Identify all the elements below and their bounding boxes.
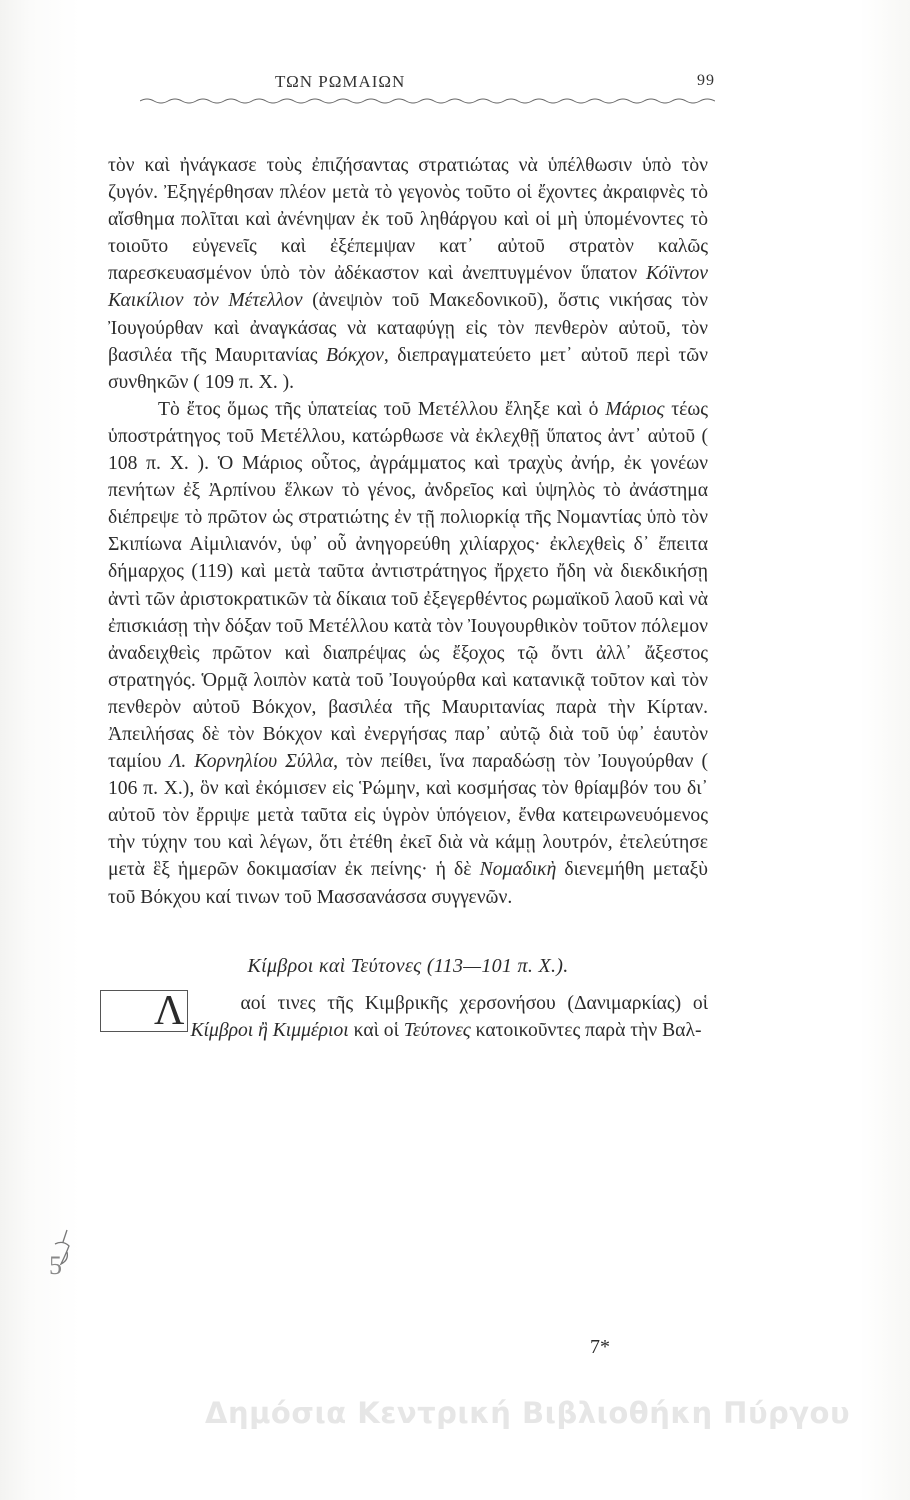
library-watermark: Δημόσια Κεντρική Βιβλιοθήκη Πύργου bbox=[205, 1396, 851, 1430]
section-heading: Κίμβροι καὶ Τεύτονες (113—101 π. Χ.). bbox=[247, 954, 569, 977]
text-run: διενεμήθη μεταξὺ τοῦ Βόκχου καί τινων τοῦ Μασσανάσσα συγγενῶν. bbox=[108, 859, 709, 908]
body-text bbox=[108, 152, 708, 1044]
italic-text: Βόκχον bbox=[325, 344, 384, 366]
text-run: αοί τινες τῆς Κιμβρικῆς χερσονήσου (Δανιμαρκίας) οἱ bbox=[240, 992, 708, 1014]
italic-text: Μάριος bbox=[605, 398, 665, 420]
text-run: τέως ὑποστράτηγος τοῦ Μετέλλου, κατώρθωσε νὰ ἐκλεχθῇ ὕπατος ἀντ᾽ αὐτοῦ ( 108 π. Χ. ). Ὁ Μάριος οὗτος, ἀγράμματος καὶ τραχὺς ἀνήρ, ἐκ γονέων πενήτων ἐξ Ἀρπίνου ἕλκων τὸ γένος, ἀνδρεῖος καὶ ὑψηλὸς τὸ ἀνάστημα διέπρεψε τὸ πρῶτον ὡς στρατιώτης ἐν τῇ πολιορκίᾳ τῆς Νομαντίας ὑπὸ τὸν Σκιπίωνα Αἰμιλιανόν, ὑφ᾽ οὗ ἀνηγορεύθη χιλίαρχος· ἐκλεχθεὶς δ᾽ ἔπειτα δήμαρχος (119) καὶ μετὰ ταῦτα ἀντιστράτηγος ἤρχετο ἤδη νὰ διεκδικήσῃ ἀντὶ τῶν ἀριστοκρατικῶν τὰ δίκαια τοῦ ἐξεγερθέντος ρωμαϊκοῦ λαοῦ καὶ νὰ ἐπισκιάσῃ τὴν δόξαν τοῦ Μετέλλου κατὰ τὸν Ἰουγουρθικὸν τοῦτον πόλεμον ἀναδειχθεὶς πρῶτον καὶ διαπρέψας ὡς ἔξοχος τῷ ὄντι ἀλλ᾽ ἄξεστος στρατηγός. Ὁρμᾷ λοιπὸν κατὰ τοῦ Ἰουγούρθα καὶ κατανικᾷ τοῦτον καὶ τὸν πενθερὸν αὐτοῦ Βόκχον, βασιλέα τῆς Μαυριτανίας παρὰ τὴν Κίρταν. Ἀπειλήσας δὲ τὸν Βόκχον καὶ ἐνεργήσας παρ᾽ αὐτῷ διὰ τοῦ ὑφ᾽ ἑαυτὸν ταμίου bbox=[108, 398, 708, 773]
italic-text: Κόϊντον Καικίλιον τὸν Μέτελλον bbox=[108, 263, 708, 312]
italic-text: Νομαδικὴ bbox=[479, 859, 557, 881]
paragraph bbox=[108, 152, 708, 396]
italic-text: Τεύτονες bbox=[403, 1019, 471, 1041]
text-run: καὶ οἱ bbox=[348, 1019, 404, 1041]
pencil-margin-mark bbox=[45, 1222, 85, 1292]
text-run: τὸν καὶ ἠνάγκασε τοὺς ἐπιζήσαντας στρατιώτας νὰ ὑπέλθωσιν ὑπὸ τὸν ζυγόν. Ἐξηγέρθησαν πλέον μετὰ τὸ γεγονὸς τοῦτο οἱ ἔχοντες ἀκραιφνὲς τὸ αἴσθημα πολῖται καὶ ἀνένηψαν ἐκ τοῦ ληθάργου καὶ οἱ μὴ ὑπομένοντες τὸ τοιοῦτο εὐγενεῖς καὶ ἐξέπεμψαν κατ᾽ αὐτοῦ στρατὸν καλῶς παρεσκευασμένον ὑπὸ τὸν ἀδέκαστον καὶ ἀνεπτυγμένον ὕπατον bbox=[108, 155, 708, 285]
text-run: , τὸν πείθει, ἵνα παραδώσῃ τὸν Ἰουγούρθαν ( 106 π. Χ.), ὃν καὶ ἐκόμισεν εἰς Ῥώμην, καὶ κοσμήσας τὸν θρίαμβόν του δι᾽ αὐτοῦ τὸν ἔρριψε μετὰ ταῦτα εἰς ὑγρὸν ὑπόγειον, ἔνθα κατειρωνευόμενος τὴν τύχην του καὶ λέγων, ὅτι ἐτέθη ἐκεῖ διὰ νὰ κάμῃ λουτρόν, ἐτελεύτησε μετὰ ἓξ ἡμερῶν δοκιμασίαν ἐκ πείνης· ἡ δὲ bbox=[108, 751, 709, 881]
paragraph bbox=[108, 396, 708, 911]
running-title: ΤΩΝ ΡΩΜΑΙΩΝ bbox=[275, 72, 406, 91]
text-run: (ἀνεψιὸν τοῦ Μακεδονικοῦ), ὅστις νικήσας τὸν Ἰουγούρθαν καὶ ἀναγκάσας νὰ καταφύγῃ εἰς τὸν πενθερὸν αὐτοῦ, τὸν βασιλέα τῆς Μαυριτανίας bbox=[108, 290, 708, 366]
header-rule bbox=[140, 96, 715, 106]
text-run: Τὸ ἔτος ὅμως τῆς ὑπατείας τοῦ Μετέλλου ἔληξε καὶ ὁ bbox=[158, 398, 606, 420]
text-run: , διεπραγματεύετο μετ᾽ αὐτοῦ περὶ τῶν συνθηκῶν ( 109 π. Χ. ). bbox=[108, 344, 708, 393]
drop-cap-letter: Λ bbox=[100, 990, 188, 1032]
margin-note-number: 5 bbox=[49, 1251, 62, 1280]
italic-text: Λ. Κορνηλίου Σύλλα bbox=[169, 751, 334, 773]
italic-text: Κίμβροι ἢ Κιμμέριοι bbox=[190, 1019, 349, 1041]
signature-mark: 7* bbox=[590, 1336, 610, 1358]
paragraph-with-dropcap bbox=[108, 987, 708, 1044]
page-number: 99 bbox=[697, 72, 715, 89]
running-header bbox=[205, 72, 715, 96]
text-run: κατοικοῦντες παρὰ τὴν Βαλ- bbox=[470, 1019, 702, 1041]
